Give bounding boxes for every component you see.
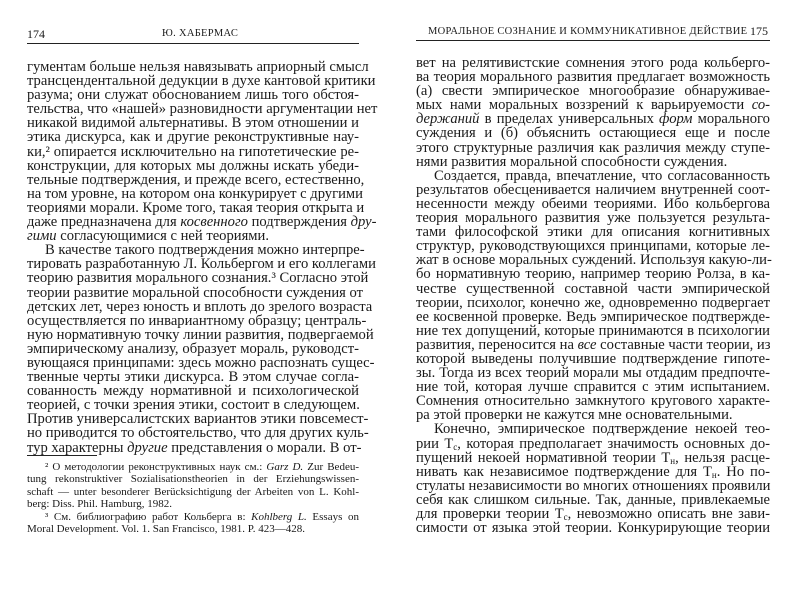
running-head: Ю. ХАБЕРМАС <box>162 28 239 39</box>
text-run: ва теория морального развития предлагает возможность <box>416 69 770 86</box>
text-line <box>416 451 770 465</box>
text-line <box>27 242 365 259</box>
text-run: но приводится то обстоятельство, что для других куль- <box>27 425 369 442</box>
text-run: суждения и (б) объяснить остающиеся еще и после <box>416 125 770 142</box>
text-line <box>416 211 770 225</box>
text-line <box>416 155 770 169</box>
page-number: 174 <box>27 27 45 41</box>
footnote-line <box>27 486 359 498</box>
text-run: , которая предполагает значимость основных до- <box>457 435 771 452</box>
text-run: нями развития моральной способности суждения. <box>416 153 728 170</box>
text-line <box>416 493 770 507</box>
text-run: никакой видимой альтернативы. В этом отношении и <box>27 115 359 132</box>
text-line <box>27 159 359 173</box>
text-run: теорией, с точки зрения этики, состоит в следующем. <box>27 397 360 414</box>
text-run: berg: Diss. Phil. Hamburg, 1982. <box>27 498 173 511</box>
text-run: составные части теории, из <box>596 336 771 353</box>
text-run: В качестве такого подтверждения можно интерпре- <box>45 242 365 259</box>
text-run: разума; они служат обоснованием лишь того обстоя- <box>27 87 359 104</box>
text-run: результатов обесценивается наличием внутренней соот- <box>416 181 770 198</box>
text-run: schaft — unter besonderer Berücksichtigung der Arbeiten von L. Kohl- <box>27 485 359 498</box>
running-head: МОРАЛЬНОЕ СОЗНАНИЕ И КОММУНИКАТИВНОЕ ДЕЙСТВИЕ <box>428 26 748 37</box>
text-run: симости от языка этой теории. Конкурирующие теории <box>416 520 770 537</box>
text-line <box>416 324 770 338</box>
text-line <box>27 398 359 412</box>
text-line <box>27 425 369 442</box>
subscript: н <box>670 455 676 466</box>
footnote-line <box>27 523 359 535</box>
text-run: этого структурные различия как различия между ступе- <box>416 139 770 156</box>
text-line <box>27 370 359 384</box>
text-line <box>27 101 378 118</box>
text-line <box>416 394 770 408</box>
text-line <box>416 98 770 112</box>
text-run: пущений некоей нормативной теории T <box>416 449 671 466</box>
text-line <box>27 270 369 287</box>
text-line <box>27 342 359 356</box>
text-run: Zur Bedeu- <box>303 461 359 473</box>
text-run: развития, переносится на <box>416 336 578 353</box>
text-run: которой выведены получившие подтверждение гипоте- <box>416 350 770 367</box>
text-run: теориями морали. Кроме того, такая теория открыта и <box>27 199 365 216</box>
text-run: жат в основе моральных суждений. Используя какую-ли- <box>416 252 772 269</box>
text-run: даже предназначена для <box>27 214 181 231</box>
text-line <box>416 437 770 451</box>
text-run: Создается, правда, впечатление, что согласованность <box>434 167 770 184</box>
text-line <box>416 183 770 197</box>
text-run: осуществляется по инвариантному образцу; централь- <box>27 312 367 329</box>
text-run: , нельзя расце- <box>675 449 770 466</box>
text-line <box>27 116 359 130</box>
text-line <box>27 185 363 202</box>
text-line <box>416 225 770 239</box>
text-run: конструкции, для которых мы должны искать убеди- <box>27 157 359 174</box>
text-run: вет на релятивистские сомнения этого рода кольберго- <box>416 55 770 71</box>
text-run: согласующимися с ней теориями. <box>56 228 269 245</box>
text-line <box>27 384 359 398</box>
text-run: теорию развития морального сознания.³ Согласно этой <box>27 270 369 287</box>
italic-text: косвенного <box>180 214 248 231</box>
left-body-text <box>27 59 378 456</box>
text-run: сованность между нормативной и психологической <box>27 383 359 400</box>
text-line <box>27 312 367 329</box>
text-line <box>416 282 770 296</box>
text-run: эмпирическому анализу, образует мораль, руководст- <box>27 340 359 357</box>
text-run: вующаяся принципами: здесь можно распознать сущес- <box>27 354 375 371</box>
footnote-line <box>27 498 359 510</box>
text-line <box>27 73 376 90</box>
text-run: на том уровне, на котором она конкурирует с другими <box>27 185 363 202</box>
text-line <box>416 169 770 183</box>
text-run: для проверки теории T <box>416 506 564 522</box>
text-run: Сомнения относительно замкнутого кругового характе- <box>416 393 770 410</box>
text-line <box>27 130 359 144</box>
text-run: подтверждения <box>247 214 351 231</box>
text-run: Конечно, эмпирическое подтверждение некоей тео- <box>434 421 770 438</box>
text-run: Против универсалистских вариантов этики повсемест- <box>27 411 369 428</box>
text-line <box>27 214 377 231</box>
subscript: н <box>711 469 717 480</box>
italic-text: со- <box>751 97 770 114</box>
text-run: ³ См. библиографию работ Кольберга в: <box>45 510 252 523</box>
text-run: (а) свести эмпирическое многообразие обнаруживае- <box>416 83 770 100</box>
text-line <box>416 112 770 126</box>
text-run: несенности между обеими теориями. Ибо кольбергова <box>416 195 770 212</box>
text-line <box>416 267 770 281</box>
text-run: tung rekonstruktiver Sozialisationstheorien in der Erziehungswissen- <box>27 473 359 486</box>
text-line <box>27 171 365 188</box>
footnotes <box>27 461 359 535</box>
text-run: зы. Тогда из всех теорий морали мы отдадим предпочте- <box>416 365 770 382</box>
text-line <box>27 145 359 159</box>
text-run: тами философской этики для описания когнитивных <box>416 224 770 241</box>
text-line <box>416 338 770 352</box>
text-line <box>416 239 770 253</box>
text-run: ную нормативную точку линии развития, подвергаемой <box>27 326 374 343</box>
text-run: этика дискурса, как и другие реконструктивные нау- <box>27 129 359 146</box>
text-line <box>27 229 359 243</box>
text-line <box>416 197 770 211</box>
text-run: себя как слишком сильные. Так, данные, привлекаемые <box>416 491 770 508</box>
italic-text: держаний <box>416 111 480 128</box>
text-run: ее косвенной проверке. Ведь эмпирическое подтвержде- <box>416 308 770 325</box>
text-run: Essays on <box>306 510 359 523</box>
text-run: ² О методологии реконструктивных наук см.: <box>45 461 267 473</box>
text-run: тур характерны <box>27 439 128 456</box>
text-line <box>416 422 770 436</box>
text-run: ние той, которая лучше справится с этим испытанием. <box>416 379 770 396</box>
text-line <box>416 366 770 380</box>
text-line <box>416 141 770 155</box>
text-run: . Но по- <box>716 463 771 480</box>
text-line <box>416 408 770 422</box>
text-line <box>416 296 770 310</box>
text-run: теория морального развития уже пользуется результа- <box>416 210 770 227</box>
text-line <box>27 59 369 75</box>
text-run: тельства, что «нашей» разновидности аргументации нет <box>27 101 378 118</box>
italic-text: Kohlberg L. <box>251 510 307 523</box>
italic-text: Garz D. <box>266 461 304 473</box>
text-run: бо нормативную теорию, например теорию Ролза, в ка- <box>416 266 770 283</box>
text-run: стулаты независимости во многих отношениях проявили <box>416 477 771 494</box>
text-line <box>27 326 374 343</box>
text-run: честве существенной составной части эмпирической <box>416 280 770 297</box>
text-line <box>416 479 770 493</box>
text-run: структур, руководствующихся принципами, которые ле- <box>416 238 770 255</box>
text-run: трансцендентальной дедукции в духе кантовой критики <box>27 73 376 90</box>
text-line <box>27 256 376 273</box>
right-body-text <box>416 56 770 535</box>
page-number: 175 <box>750 24 768 38</box>
text-line <box>416 521 770 535</box>
text-run: ки,² опирается исключительно на гипотетические ре- <box>27 143 359 160</box>
footnote-line <box>27 461 359 473</box>
italic-text: форм <box>659 111 693 128</box>
left-running-header <box>27 27 359 44</box>
text-run: ние тех допущений, которые принимаются в психологии <box>416 322 770 339</box>
text-line <box>416 126 770 140</box>
text-line <box>416 56 770 70</box>
text-line <box>416 465 770 479</box>
text-run: тировать разработанную Л. Кольбергом и его коллегами <box>27 256 376 273</box>
text-line <box>416 253 770 267</box>
text-run: морального <box>692 111 770 128</box>
text-line <box>27 298 373 315</box>
text-line <box>27 411 369 428</box>
text-line <box>416 70 770 84</box>
text-line <box>27 88 359 102</box>
text-line <box>416 84 770 98</box>
text-line <box>27 284 363 301</box>
text-run: , невозможно описать вне зави- <box>567 506 770 522</box>
text-run: ра этой проверки не кажутся мне основательными. <box>416 407 733 424</box>
text-run: гументам больше нельзя навязывать априорный смысл <box>27 59 369 75</box>
text-run: рии T <box>416 435 454 452</box>
text-line <box>27 199 365 216</box>
italic-text: все <box>577 336 597 353</box>
text-line <box>416 507 770 521</box>
text-run: Moral Development. Vol. 1. San Francisco, 1981. P. 423—428. <box>27 522 305 535</box>
text-run: мых нами моральных воззрений к варьируемости <box>416 97 752 114</box>
subscript: с <box>453 441 458 452</box>
italic-text: другие <box>127 439 168 456</box>
text-line <box>416 352 770 366</box>
text-run: представления о морали. В от- <box>167 439 362 456</box>
footnote-line <box>27 473 359 485</box>
text-run: твенные черты этики дискурса. В этом случае согла- <box>27 369 359 386</box>
text-line <box>416 380 770 394</box>
text-run: теории развитие моральной способности суждения от <box>27 284 363 301</box>
text-run: нивать как независимое подтверждение для T <box>416 463 712 480</box>
text-line <box>416 310 770 324</box>
footnote-line <box>27 511 359 523</box>
text-line <box>27 439 362 456</box>
text-run: в пределах универсальных <box>479 111 660 128</box>
right-running-header <box>416 24 770 41</box>
text-run: тельные подтверждения, и прежде всего, естественно, <box>27 171 365 188</box>
italic-text: дру- <box>350 214 377 231</box>
text-line <box>27 354 375 371</box>
footnote-rule <box>27 455 97 456</box>
italic-text: гими <box>27 228 57 245</box>
text-run: теории, психолог, конечно же, одновременно подвергает <box>416 294 770 311</box>
subscript: с <box>563 512 568 522</box>
text-run: детских лет, через юность и вплоть до зрелого возраста <box>27 298 373 315</box>
